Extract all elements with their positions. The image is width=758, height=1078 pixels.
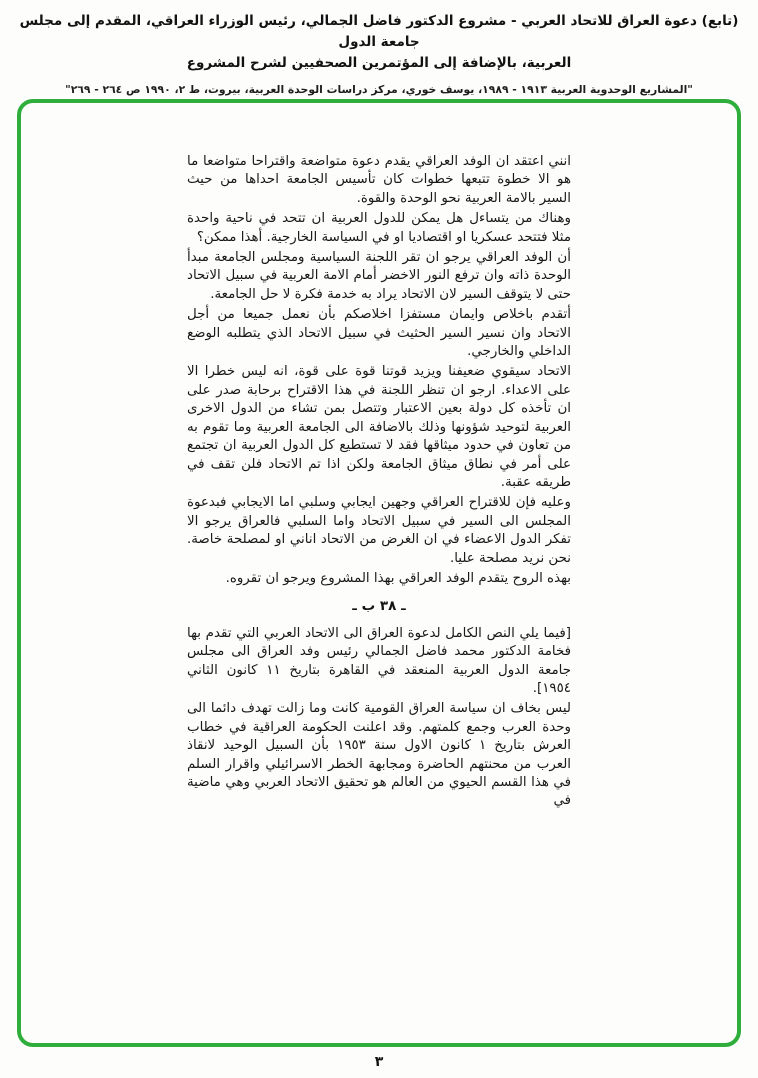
page-header xyxy=(0,0,758,97)
paragraph: انني اعتقد ان الوفد العراقي يقدم دعوة متواضعة واقتراحا متواضعا ما هو الا خطوة تتبعها خطوات كان تأسيس الجامعة احداها من حيث السير بالامة العربية نحو الوحدة والقوة. xyxy=(187,154,571,206)
paragraph: أتقدم باخلاص وايمان مستفزا اخلاصكم بأن نعمل جميعا من أجل الاتحاد وان نسير السير الحثيث في سبيل الاتحاد الذي يتطلبه الوضع الداخلي والخارجي. xyxy=(187,307,571,360)
paragraph: ليس بخاف ان سياسة العراق القومية كانت وما زالت تهدف دائما الى وحدة العرب وجمع كلمتهم. وقد اعلنت الحكومة العراقية في خطاب العرش بتاريخ ١ كانون الاول سنة ١٩٥٣ بأن السبيل الوحيد لانقاذ العرب من محنتهم الحاضرة ومجابهة الخطر الاسرائيلي واقرار السلم في هذا القسم الحيوي من العالم هو تحقيق الاتحاد العربي وهي ماضية في xyxy=(187,701,571,809)
document-title-line-1: (تابع) دعوة العراق للاتحاد العربي - مشروع الدكتور فاضل الجمالي، رئيس الوزراء العراقي، المقدم إلى مجلس جامعة الدول xyxy=(19,13,739,50)
page-number: ٣ xyxy=(374,1054,384,1070)
body-text-column xyxy=(187,153,571,811)
document-title-line-2: العربية، بالإضافة إلى المؤتمرين الصحفيين لشرح المشروع xyxy=(186,55,572,71)
citation-line: "المشاريع الوحدوية العربية ١٩١٣ - ١٩٨٩، يوسف خوري، مركز دراسات الوحدة العربية، بيروت، ط ٢، ١٩٩٠ ص ٢٦٤ - ٢٦٩" xyxy=(65,83,693,96)
paragraph: أن الوفد العراقي يرجو ان تقر اللجنة السياسية ومجلس الجامعة مبدأ الوحدة ذاته وان ترفع النور الاخضر أمام الامة العربية في سبيل الاتحاد حتى لا يتوقف السير لان الاتحاد يراد به خدمة فكرة لا حل الجامعة. xyxy=(187,250,571,302)
paragraph: [فيما يلي النص الكامل لدعوة العراق الى الاتحاد العربي التي تقدم بها فخامة الدكتور محمد فاضل الجمالي رئيس وفد العراق الى مجلس جامعة الدول العربية المنعقد في القاهرة بتاريخ ١١ كانون الثاني ١٩٥٤]. xyxy=(187,625,571,696)
section-marker: ـ ٣٨ ب ـ xyxy=(352,598,406,615)
paragraph: وهناك من يتساءل هل يمكن للدول العربية ان تتحد في ناحية واحدة مثلا فتتحد عسكريا او اقتصاديا او في السياسة الخارجية. أهذا ممكن؟ xyxy=(187,211,571,245)
content-frame xyxy=(17,99,741,1047)
paragraph: بهذه الروح يتقدم الوفد العراقي بهذا المشروع ويرجو ان تقروه. xyxy=(225,570,571,586)
paragraph: الاتحاد سيقوي ضعيفنا ويزيد قوتنا قوة على قوة، انه ليس خطرا الا على الاعداء. ارجو ان تنظر اللجنة في هذا الاقتراح برحابة صدر على ان تأخذه كل دولة بعين الاعتبار وتتصل بمن تشاء من الدول الاخرى العربية لتوحيد شؤونها وذلك بالاضافة الى الجامعة العربية وما تقوم به من تعاون في حدود ميثاقها فقد لا تستطيع كل الدول العربية ان تجتمع على أمر في نطاق ميثاق الجامعة ولكن اذا تم الاتحاد فلن تقف في طريقه عقبة. xyxy=(187,364,571,490)
paragraph: وعليه فإن للاقتراح العراقي وجهين ايجابي وسلبي اما الايجابي فبدعوة المجلس الى السير في سبيل الاتحاد واما السلبي فالعراق يرجو الا تفكر الدول الاعضاء في ان الغرض من الاتحاد اناني او لمصلحة خاصة. نحن نريد مصلحة عليا. xyxy=(187,495,571,566)
